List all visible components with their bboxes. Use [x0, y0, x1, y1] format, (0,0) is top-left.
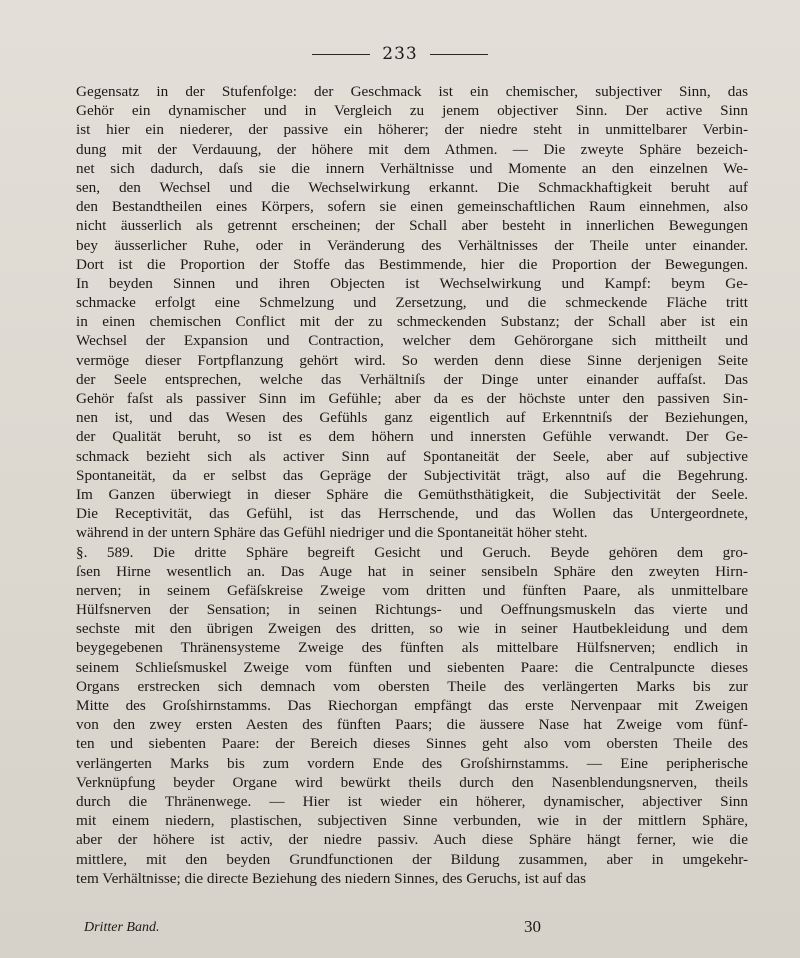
text-line: Verknüpfung beyder Organe wird bewürkt theils durch den Nasenblendungsnerven, theils: [76, 773, 748, 791]
text-line: sechste mit den übrigen Zweigen des dritten, so wie in seiner Hautbekleidung und dem: [76, 620, 748, 638]
page-number: 233: [382, 44, 418, 64]
text-line: Gehör faſst als passiver Sinn im Gefühle; aber da es der höchste unter den passiven Sin-: [76, 390, 748, 407]
text-line: ten und siebenten Paare: der Bereich dieses Sinnes geht also vom obersten Theile des: [76, 735, 748, 753]
text-line: Spontaneität, da er selbst das Gepräge der Subjectivität trägt, also auf die Begehrung.: [76, 466, 748, 484]
text-line: Im Ganzen überwiegt in dieser Sphäre die Gemüthsthätigkeit, die Subjectivität der Seele.: [76, 485, 748, 503]
text-line: beygegebenen Thränensysteme Zweige des fünften als mittelbare Hülfsnerven; endlich in: [76, 639, 748, 657]
text-line: tem Verhältnisse; die directe Beziehung des niedern Sinnes, des Geruchs, ist auf das: [76, 869, 587, 887]
text-line: verlängerten Marks bis zum vordern Ende des Groſshirnstamms. — Eine peripherische: [76, 754, 748, 772]
text-line: seinem Schlieſsmuskel Zweige vom fünften und siebenten Paare: die Centralpuncte dieses: [76, 658, 748, 676]
text-line: der Qualität beruht, so ist es dem höhern und innersten Gefühle verwandt. Der Ge-: [76, 428, 748, 446]
text-line: Gegensatz in der Stufenfolge: der Geschmack ist ein chemischer, subjectiver Sinn, das: [76, 83, 748, 100]
body-text: [76, 82, 748, 888]
text-line: von den zwey ersten Aesten des fünften Paars; die äussere Nase hat Zweige vom fünf-: [76, 716, 748, 734]
text-line: nen ist, und das Wesen des Gefühls ganz eigentlich auf Erkenntniſs der Beziehungen,: [76, 409, 748, 427]
text-line: net sich dadurch, daſs sie die innern Verhältnisse und Momente an den einzelnen We-: [76, 159, 748, 177]
text-line: Gehör ein dynamischer und in Vergleich zu jenem objectiver Sinn. Der active Sinn: [76, 102, 748, 120]
text-line: sen, den Wechsel und die Wechselwirkung erkannt. Die Schmackhaftigkeit beruht auf: [76, 178, 748, 196]
page-header: [0, 44, 800, 64]
text-line: §. 589. Die dritte Sphäre begreift Gesicht und Geruch. Beyde gehören dem gro-: [76, 543, 748, 561]
header-rule-right: [430, 54, 488, 55]
text-line: Organs erstrecken sich demnach vom obersten Theile des verlängerten Marks bis zur: [76, 677, 748, 695]
text-line: ſsen Hirne wesentlich an. Das Auge hat in seiner sensibeln Sphäre den zweyten Hirn-: [76, 562, 748, 580]
text-line: aber der höhere ist activ, der niedre passiv. Auch diese Sphäre hängt ferner, wie die: [76, 831, 748, 849]
text-line: mittlere, mit den beyden Grundfunctionen der Bildung zusammen, aber in umgekehr-: [76, 850, 748, 868]
text-line: Hülfsnerven der Sensation; in seinen Richtungs- und Oeffnungsmuskeln das vierte und: [76, 601, 748, 619]
text-line: den Bestandtheilen eines Körpers, sofern sie einen gemeinschaftlichen Raum einnehmen, also: [76, 198, 748, 216]
signature-mark: Dritter Band.: [84, 920, 160, 935]
text-line: nerven; in seinem Gefäſskreise Zweige vom dritten und fünften Paare, als unmittelbare: [76, 581, 748, 599]
text-line: während in der untern Sphäre das Gefühl niedriger und die Spontaneität höher steht.: [76, 524, 588, 542]
text-line: In beyden Sinnen und ihren Objecten ist Wechselwirkung und Kampf: beym Ge-: [76, 274, 748, 292]
page-footer: [76, 917, 748, 939]
text-line: ist hier ein niederer, der passive ein höherer; der niedre steht in unmittelbarer Verbin-: [76, 121, 748, 139]
text-line: Die Receptivität, das Gefühl, ist das Herrschende, und das Wollen das Untergeordnete,: [76, 505, 748, 523]
text-line: schmacke erfolgt eine Schmelzung und Zersetzung, und die schmeckende Fläche tritt: [76, 294, 748, 312]
text-line: durch die Thränenwege. — Hier ist wieder ein höherer, dynamischer, abjectiver Sinn: [76, 792, 748, 810]
text-line: mit einem niedern, plastischen, subjectiven Sinne verbunden, wie in der mittlern Sphäre,: [76, 812, 748, 830]
text-line: Mitte des Groſshirnstamms. Das Riechorgan empfängt das erste Nervenpaar mit Zweigen: [76, 697, 748, 714]
text-line: Dort ist die Proportion der Stoffe das Bestimmende, hier die Proportion der Bewegungen.: [76, 255, 748, 273]
text-line: nicht äusserlich als getrennt erscheinen; der Schall aber besteht in innerlichen Bewegungen: [76, 217, 748, 235]
header-rule-left: [312, 54, 370, 55]
sheet-number: 30: [524, 917, 541, 936]
text-line: in einen chemischen Conflict mit der zu schmeckenden Substanz; der Schall aber ist ein: [76, 313, 748, 331]
text-line: schmack bezieht sich als activer Sinn auf Spontaneität der Seele, aber auf subjective: [76, 447, 748, 465]
text-line: bey äusserlicher Ruhe, oder in Veränderung des Verhältnisses der Theile unter einander.: [76, 236, 748, 254]
text-line: Wechsel der Expansion und Contraction, welcher dem Gehörorgane sich mittheilt und: [76, 332, 748, 350]
text-line: vermöge dieser Fortpflanzung gehört wird. So werden denn diese Sinne derjenigen Seite: [76, 351, 748, 369]
text-line: dung mit der Verdauung, der höhere mit dem Athmen. — Die zweyte Sphäre bezeich-: [76, 140, 748, 158]
text-line: der Seele entsprechen, welche das Verhältniſs der Dinge unter einander auffaſst. Das: [76, 370, 748, 388]
